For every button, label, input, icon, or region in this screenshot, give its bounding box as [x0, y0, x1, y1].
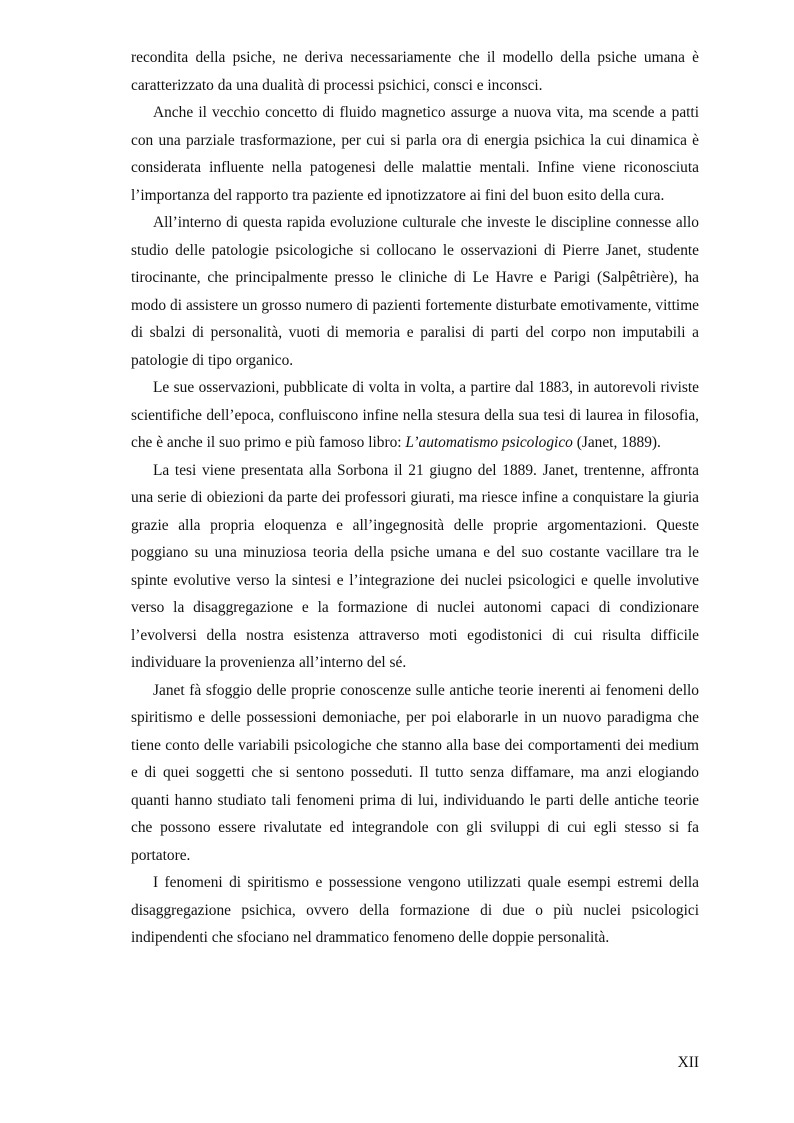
paragraph-1: recondita della psiche, ne deriva necessariamente che il modello della psiche umana è caratterizzato da una dualità di processi psichici, consci e inconsci.	[131, 49, 699, 94]
paragraph-4-citation: (Janet, 1889).	[572, 434, 661, 451]
page-number: XII	[677, 1054, 699, 1071]
book-title: L’automatismo psicologico	[405, 434, 573, 451]
paragraph-3: All’interno di questa rapida evoluzione culturale che investe le discipline connesse allo studio delle patologie psicologiche si collocano le osservazioni di Pierre Janet, studente tirocinante, che principalmente presso le cliniche di Le Havre e Parigi (Salpêtrière), ha modo di assistere un grosso numero di pazienti fortemente disturbate emotivamente, vittime di sbalzi di personalità, vuoti di memoria e paralisi di parti del corpo non imputabili a patologie di tipo organico.	[131, 214, 699, 369]
paragraph-6: Janet fà sfoggio delle proprie conoscenze sulle antiche teorie inerenti ai fenomeni dello spiritismo e delle possessioni demoniache, per poi elaborarle in un nuovo paradigma che tiene conto delle variabili psicologiche che stanno alla base dei comportamenti dei medium e di quei soggetti che si sentono posseduti. Il tutto senza diffamare, ma anzi elogiando quanti hanno studiato tali fenomeni prima di lui, individuando le parti delle antiche teorie che possono essere rivalutate ed integrandole con gli sviluppi di cui egli stesso si fa portatore.	[131, 681, 699, 864]
paragraph-7: I fenomeni di spiritismo e possessione vengono utilizzati quale esempi estremi della disaggregazione psichica, ovvero della formazione di due o più nuclei psicologici indipendenti che sfociano nel drammatico fenomeno delle doppie personalità.	[131, 874, 699, 946]
paragraph-4-text: Le sue osservazioni, pubblicate di volta in volta, a partire dal 1883, in autorevoli riviste scientifiche dell’epoca, confluiscono infine nella stesura della sua tesi di laurea in filosofia, che è anche il suo primo e più famoso libro:	[131, 379, 699, 451]
page-body	[131, 44, 699, 952]
paragraph-5: La tesi viene presentata alla Sorbona il 21 giugno del 1889. Janet, trentenne, affronta una serie di obiezioni da parte dei professori giurati, ma riesce infine a conquistare la giuria grazie alla propria eloquenza e all’ingegnosità delle proprie argomentazioni. Queste poggiano su una minuziosa teoria della psiche umana e del suo costante vacillare tra le spinte evolutive verso la sintesi e l’integrazione dei nuclei psicologici e quelle involutive verso la disaggregazione e la formazione di nuclei autonomi capaci di condizionare l’evolversi della nostra esistenza attraverso moti egodistonici di cui risulta difficile individuare la provenienza all’interno del sé.	[131, 461, 699, 671]
paragraph-4	[131, 374, 699, 457]
paragraph-2: Anche il vecchio concetto di fluido magnetico assurge a nuova vita, ma scende a patti con una parziale trasformazione, per cui si parla ora di energia psichica la cui dinamica è considerata influente nella patogenesi delle malattie mentali. Infine viene riconosciuta l’importanza del rapporto tra paziente ed ipnotizzatore ai fini del buon esito della cura.	[131, 104, 699, 204]
